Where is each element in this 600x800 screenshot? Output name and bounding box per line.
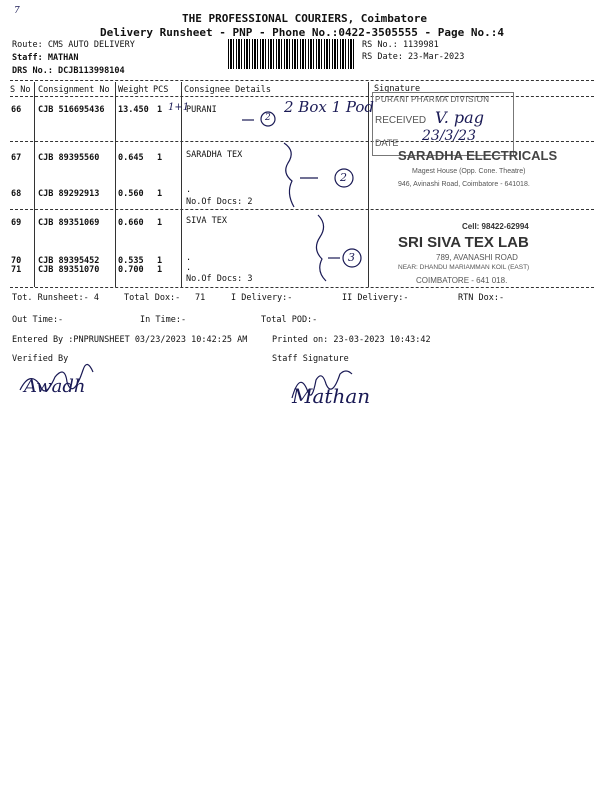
row-pcs: 1 — [157, 153, 163, 163]
col-signature: Signature — [374, 84, 421, 94]
siva-stamp-city: COIMBATORE - 641 018. — [416, 276, 508, 285]
ii-delivery-label: II Delivery:- — [342, 293, 409, 303]
row-pcs: 1 — [157, 265, 163, 275]
handwritten-note: 2 Box 1 Pod — [284, 98, 375, 116]
company-title: THE PROFESSIONAL COURIERS, Coimbatore — [182, 12, 428, 25]
corner-mark: 7 — [14, 6, 20, 16]
row-consignee: . — [186, 253, 192, 263]
row-doc-count: No.Of Docs: 2 — [186, 197, 253, 207]
brace-stroke — [284, 143, 294, 207]
row-weight: 0.700 — [118, 265, 144, 275]
total-dox-label: Total Dox:- — [124, 293, 181, 303]
row-consignment-no: CJB 89292913 — [38, 189, 100, 199]
row-consignment-no: CJB 89395452 — [38, 256, 100, 266]
total-runsheet: Tot. Runsheet:- 4 — [12, 293, 99, 303]
row-weight: 0.535 — [118, 256, 144, 266]
i-delivery-label: I Delivery:- — [231, 293, 293, 303]
saradha-stamp-address: 946, Avinashi Road, Coimbatore - 641018. — [398, 181, 530, 188]
pcs-handwritten-mark: 1+1 — [168, 102, 190, 113]
row-sno: 67 — [11, 153, 22, 163]
row-weight: 0.645 — [118, 153, 144, 163]
route-label: Route: CMS AUTO DELIVERY — [12, 40, 135, 50]
drs-number: DRS No.: DCJB113998104 — [12, 66, 125, 76]
row-pcs: 1 — [157, 218, 163, 228]
purani-stamp-name: PURANI PHARMA DIVISION — [375, 95, 490, 104]
saradha-stamp-name: SARADHA ELECTRICALS — [398, 148, 558, 163]
row-sno: 71 — [11, 265, 22, 275]
siva-stamp-cell: Cell: 98422-62994 — [462, 222, 529, 231]
row-pcs: 1 — [157, 105, 163, 115]
col-consignee: Consignee Details — [184, 85, 271, 95]
row-pcs: 1 — [157, 256, 163, 266]
total-pod-label: Total POD:- — [261, 315, 318, 325]
brace-stroke — [316, 215, 326, 281]
row-weight: 0.560 — [118, 189, 144, 199]
col-sno: S No — [10, 85, 31, 95]
printed-on: Printed on: 23-03-2023 10:43:42 — [272, 335, 431, 345]
in-time-label: In Time:- — [140, 315, 187, 325]
staff-signature-label: Staff Signature — [272, 354, 349, 364]
col-consignment: Consignment No — [38, 85, 110, 95]
verified-by-label: Verified By — [12, 354, 69, 364]
row-consignee: PURANI — [186, 105, 217, 115]
saradha-stamp-line: Magest House (Opp. Cone. Theatre) — [412, 168, 526, 175]
col-weight: Weight — [118, 85, 149, 95]
circle-number: 3 — [348, 251, 355, 264]
row-sno: 66 — [11, 105, 22, 115]
staff-signature-mark: Mathan — [292, 384, 371, 408]
siva-stamp-near: NEAR: DHANDU MARIAMMAN KOIL (EAST) — [398, 264, 530, 271]
circle-number: 2 — [265, 113, 271, 123]
row-doc-count: No.Of Docs: 3 — [186, 274, 253, 284]
row-sno: 68 — [11, 189, 22, 199]
purani-stamp-received: RECEIVED — [375, 115, 427, 126]
purani-receive-date: 23/3/23 — [422, 128, 476, 144]
total-dox-value: 71 — [195, 293, 206, 303]
purani-stamp-date: DATE — [375, 138, 399, 148]
rs-date: RS Date: 23-Mar-2023 — [362, 52, 465, 62]
purani-receiver-signature: V. pag — [435, 108, 484, 127]
row-consignment-no: CJB 89395560 — [38, 153, 100, 163]
row-consignment-no: CJB 89351069 — [38, 218, 100, 228]
siva-stamp-road: 789, AVANASHI ROAD — [436, 253, 518, 262]
row-consignment-no: CJB 516695436 — [38, 105, 105, 115]
row-pcs: 1 — [157, 189, 163, 199]
runsheet-subtitle: Delivery Runsheet - PNP - Phone No.:0422-3505555 - Page No.:4 — [100, 26, 504, 39]
siva-stamp-name: SRI SIVA TEX LAB — [398, 234, 529, 251]
row-sno: 69 — [11, 218, 22, 228]
row-consignee: . — [186, 263, 192, 273]
row-consignment-no: CJB 89351070 — [38, 265, 100, 275]
staff-label: Staff: MATHAN — [12, 53, 79, 63]
row-consignee: SIVA TEX — [186, 216, 227, 226]
circle-number: 2 — [340, 171, 347, 184]
row-consignee: . — [186, 185, 192, 195]
out-time-label: Out Time:- — [12, 315, 64, 325]
entered-by: Entered By :PNPRUNSHEET 03/23/2023 10:42:25 AM — [12, 335, 248, 345]
rtn-dox-label: RTN Dox:- — [458, 293, 505, 303]
row-sno: 70 — [11, 256, 22, 266]
verified-by-signature: Awadh — [24, 376, 86, 397]
rs-number: RS No.: 1139981 — [362, 40, 439, 50]
row-weight: 0.660 — [118, 218, 144, 228]
row-consignee: SARADHA TEX — [186, 150, 243, 160]
row-weight: 13.450 — [118, 105, 149, 115]
col-pcs: PCS — [153, 85, 169, 95]
